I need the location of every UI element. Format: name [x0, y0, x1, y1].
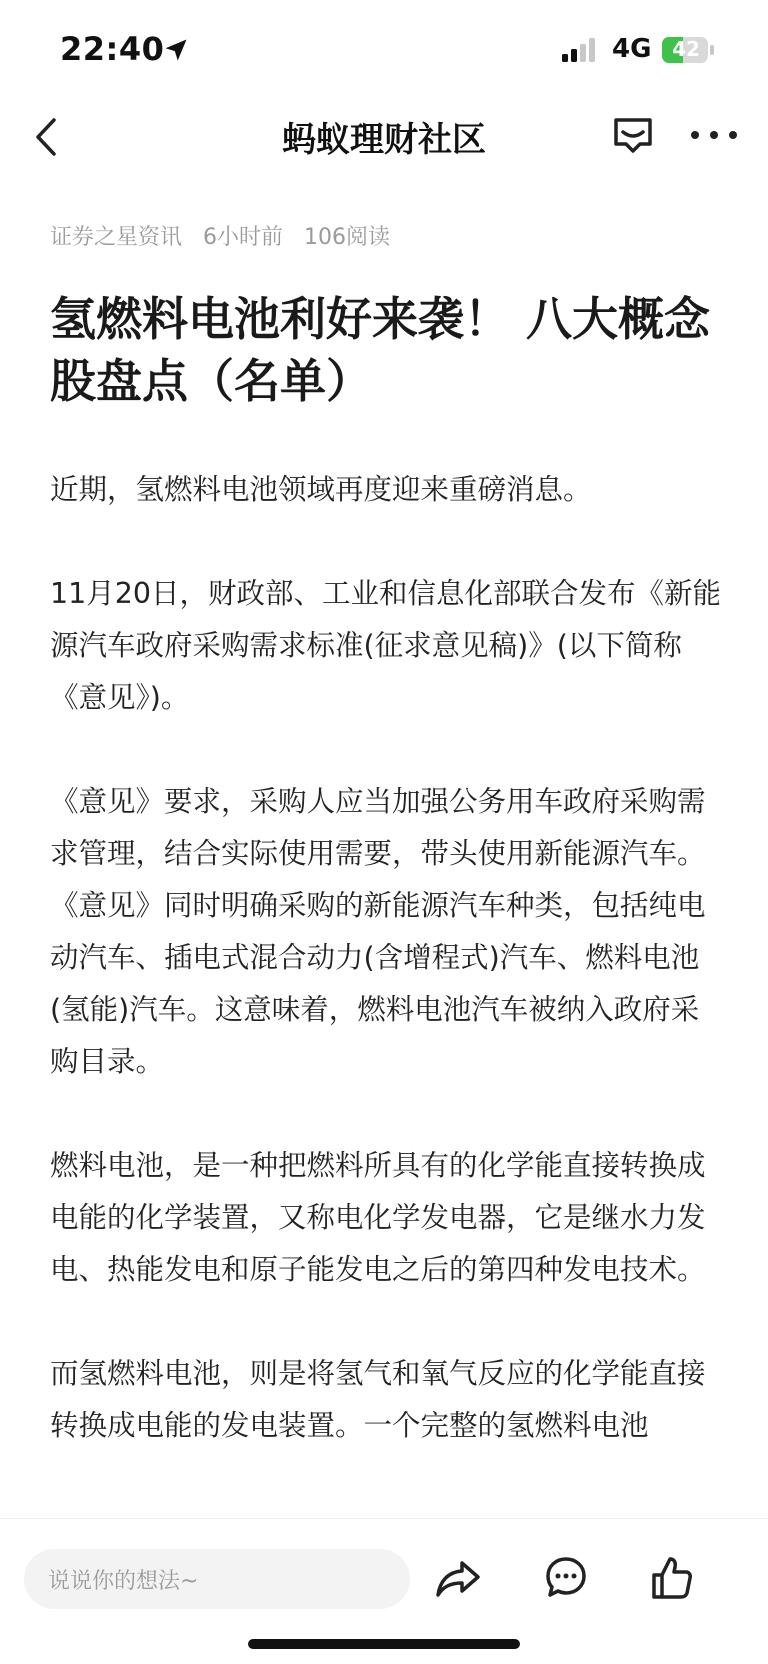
bottom-action-bar: [0, 1518, 768, 1664]
more-icon[interactable]: [688, 126, 740, 144]
share-icon[interactable]: [434, 1557, 482, 1601]
article-paragraph: 而氢燃料电池，则是将氢气和氧气反应的化学能直接转换成电能的发电装置。一个完整的氢燃料电池: [50, 1357, 706, 1442]
status-bar: [0, 0, 768, 100]
battery-level: 42: [672, 37, 700, 61]
article-reads: 106阅读: [304, 225, 391, 250]
home-indicator: [248, 1639, 520, 1649]
like-icon[interactable]: [650, 1553, 694, 1601]
comment-icon[interactable]: [544, 1555, 588, 1599]
article-source[interactable]: 证券之星资讯: [50, 225, 183, 250]
location-arrow-icon: [162, 36, 190, 64]
comment-placeholder: 说说你的想法~: [48, 1569, 199, 1594]
article-meta: [50, 220, 404, 251]
status-time: 22:40: [60, 30, 165, 68]
article-paragraph: 燃料电池，是一种把燃料所具有的化学能直接转换成电能的化学装置，又称电化学发电器，它是继水力发电、热能发电和原子能发电之后的第四种发电技术。: [50, 1149, 706, 1286]
article-paragraph: 近期，氢燃料电池领域再度迎来重磅消息。: [50, 473, 592, 506]
comment-input[interactable]: [24, 1549, 410, 1609]
article-title: 氢燃料电池利好来袭！ 八大概念股盘点（名单）: [50, 292, 711, 408]
feedback-icon[interactable]: [610, 112, 656, 158]
page-title: 蚂蚁理财社区: [282, 120, 486, 160]
article-paragraph: 11月20日，财政部、工业和信息化部联合发布《新能源汽车政府采购需求标准(征求意见稿)》(以下简称《意见》)。: [50, 577, 722, 714]
back-icon[interactable]: [28, 114, 68, 160]
article-time: 6小时前: [203, 225, 284, 250]
article-paragraph: 《意见》要求，采购人应当加强公务用车政府采购需求管理，结合实际使用需要，带头使用新能源汽车。《意见》同时明确采购的新能源汽车种类，包括纯电动汽车、插电式混合动力(含增程式)汽车、燃料电池(氢能)汽车。这意味着，燃料电池汽车被纳入政府采购目录。: [50, 785, 706, 1078]
network-type: 4G: [612, 34, 652, 64]
article-body: [50, 464, 725, 1504]
signal-icon: [560, 38, 600, 62]
nav-bar: [0, 100, 768, 200]
